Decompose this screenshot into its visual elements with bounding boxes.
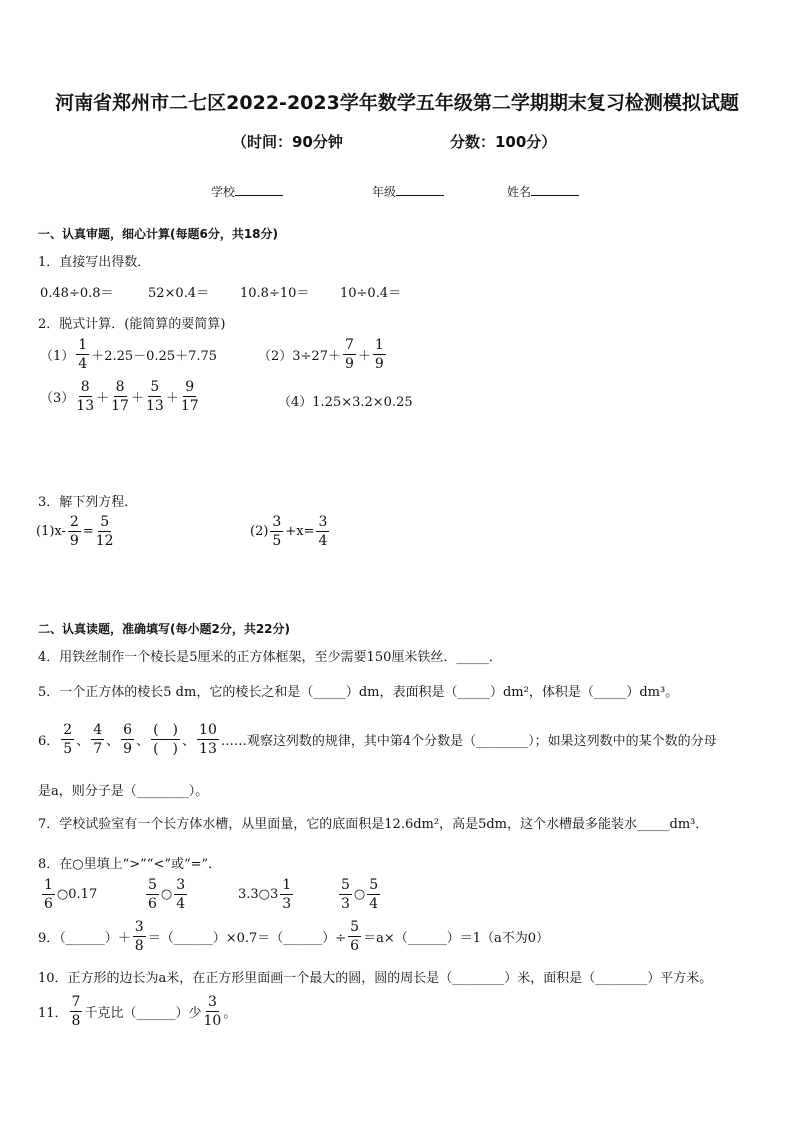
q8-c3-pre: 3.3○3 <box>238 887 279 902</box>
fraction: $\frac{3}{8}$ <box>134 919 144 954</box>
fraction: $\frac{7}{8}$ <box>71 994 81 1029</box>
q8-compare-3 <box>238 878 295 911</box>
separator: 、 <box>106 734 120 749</box>
fraction: $\frac{3}{5}$ <box>272 514 282 549</box>
q2-p3-tag: （3） <box>40 391 75 406</box>
q2-p2-tag: （2）3÷27＋ <box>258 349 341 364</box>
q2-part-2 <box>258 338 388 371</box>
q3-e2-pre: (2) <box>250 524 269 539</box>
fraction-blank[interactable]: $\frac{( )}{( )}$ <box>153 722 179 757</box>
fraction: $\frac{1}{3}$ <box>282 877 292 912</box>
fraction: $\frac{5}{6}$ <box>350 919 360 954</box>
q8-label: 8．在○里填上“>”“<”或“=”． <box>38 857 222 872</box>
q6-text: ……观察这列数的规律，其中第4个分数是（________）；如果这列数中的某个数的分母 <box>220 734 717 749</box>
q2-part-3 <box>40 380 201 413</box>
name-blank[interactable] <box>531 183 579 196</box>
q6-line-2: 是a，则分子是（________）。 <box>38 784 209 799</box>
q6-tag: 6． <box>38 734 60 749</box>
school-field <box>211 183 283 200</box>
q3-label: 3．解下列方程． <box>38 495 138 510</box>
q1-item-1: 0.48÷0.8＝ <box>40 286 114 301</box>
section1-heading: 一、认真审题，细心计算(每题6分，共18分) <box>38 227 279 241</box>
fraction: $\frac{4}{7}$ <box>93 722 103 757</box>
q5-text: 5．一个正方体的棱长5 dm，它的棱长之和是（_____）dm，表面积是（_____）dm²，体积是（_____）dm³。 <box>38 685 679 700</box>
fraction: $\frac{6}{9}$ <box>123 722 133 757</box>
school-label: 学校 <box>211 185 236 199</box>
q11-post: 。 <box>223 1006 237 1021</box>
exam-score: 分数：100分） <box>450 133 557 151</box>
separator: 、 <box>182 734 196 749</box>
plus-sign: ＋ <box>96 391 110 406</box>
q11-mid: 千克比（______）少 <box>84 1006 202 1021</box>
fraction: $\frac{5}{12}$ <box>95 514 114 549</box>
separator: 、 <box>76 734 90 749</box>
fraction: $\frac{8}{17}$ <box>111 379 129 414</box>
fraction: $\frac{5}{13}$ <box>145 379 164 414</box>
fraction: $\frac{8}{13}$ <box>76 379 95 414</box>
fraction: $\frac{5}{6}$ <box>148 877 157 912</box>
q11-pre: 11． <box>38 1006 68 1021</box>
q2-p1-tag: （1） <box>40 349 75 364</box>
fraction: $\frac{1}{6}$ <box>44 877 53 912</box>
q9-pre: 9．（______）＋ <box>38 931 131 946</box>
grade-label: 年级 <box>372 185 397 199</box>
q3-e2-mid: +x= <box>285 524 315 539</box>
q2-part-1 <box>40 338 217 371</box>
page-title: 河南省郑州市二七区2022-2023学年数学五年级第二学期期末复习检测模拟试题 <box>55 92 739 114</box>
plus-sign: ＋ <box>165 391 179 406</box>
q3-e1-pre: (1)x- <box>36 524 66 539</box>
plus-sign: ＋ <box>130 391 144 406</box>
q4-text: 4．用铁丝制作一个棱长是5厘米的正方体框架，至少需要150厘米铁丝．_____． <box>38 650 502 665</box>
q2-label: 2．脱式计算．(能简算的要简算) <box>38 317 226 332</box>
fraction: $\frac{5}{4}$ <box>369 877 379 912</box>
fraction: $\frac{10}{13}$ <box>199 722 217 757</box>
plus-sign: ＋ <box>357 349 371 364</box>
fraction: $\frac{7}{9}$ <box>344 337 354 372</box>
name-label: 姓名 <box>507 185 532 199</box>
fraction: $\frac{9}{17}$ <box>180 379 199 414</box>
fraction: $\frac{3}{4}$ <box>318 514 328 549</box>
q1-label: 1．直接写出得数． <box>38 255 151 270</box>
q8-c1-rest: ○0.17 <box>56 887 98 902</box>
fraction: $\frac{2}{9}$ <box>69 514 79 549</box>
q6-line-1 <box>38 723 717 756</box>
q8-compare-2 <box>144 878 189 911</box>
fraction: $\frac{3}{10}$ <box>203 994 222 1029</box>
compare-circle[interactable]: ○ <box>160 887 173 902</box>
equals-sign: = <box>82 524 94 539</box>
q2-p1-expr: ＋2.25－0.25＋7.75 <box>91 349 218 364</box>
compare-circle[interactable]: ○ <box>353 887 366 902</box>
grade-blank[interactable] <box>396 183 444 196</box>
q7-text: 7．学校试验室有一个长方体水槽，从里面量，它的底面积是12.6dm²，高是5dm，这个水槽最多能装水_____dm³． <box>38 817 709 832</box>
q2-part-4: （4）1.25×3.2×0.25 <box>278 395 413 410</box>
q10-text: 10．正方形的边长为a米，在正方形里面画一个最大的圆，圆的周长是（________）米，面积是（________）平方米。 <box>38 971 713 986</box>
q9-line <box>38 920 549 953</box>
school-blank[interactable] <box>235 183 283 196</box>
q3-equation-2 <box>250 515 331 548</box>
fraction: $\frac{1}{4}$ <box>78 337 88 372</box>
q1-item-4: 10÷0.4＝ <box>340 286 402 301</box>
q11-line <box>38 995 236 1028</box>
q9-post: ＝a×（______）＝1（a不为0） <box>363 931 550 946</box>
fraction: $\frac{2}{5}$ <box>63 722 73 757</box>
q8-compare-4 <box>337 878 382 911</box>
fraction: $\frac{3}{4}$ <box>176 877 186 912</box>
exam-time: （时间：90分钟 <box>232 133 343 151</box>
q8-compare-1 <box>40 878 97 911</box>
q9-mid: ＝（______）×0.7＝（______）÷ <box>147 931 347 946</box>
section2-heading: 二、认真读题，准确填写(每小题2分，共22分) <box>38 622 291 636</box>
q1-item-3: 10.8÷10＝ <box>240 286 310 301</box>
separator: 、 <box>136 734 150 749</box>
grade-field <box>372 183 444 200</box>
q3-equation-1 <box>36 515 116 548</box>
fraction: $\frac{1}{9}$ <box>374 337 384 372</box>
name-field <box>507 183 579 200</box>
fraction: $\frac{5}{3}$ <box>341 877 350 912</box>
q1-item-2: 52×0.4＝ <box>148 286 210 301</box>
